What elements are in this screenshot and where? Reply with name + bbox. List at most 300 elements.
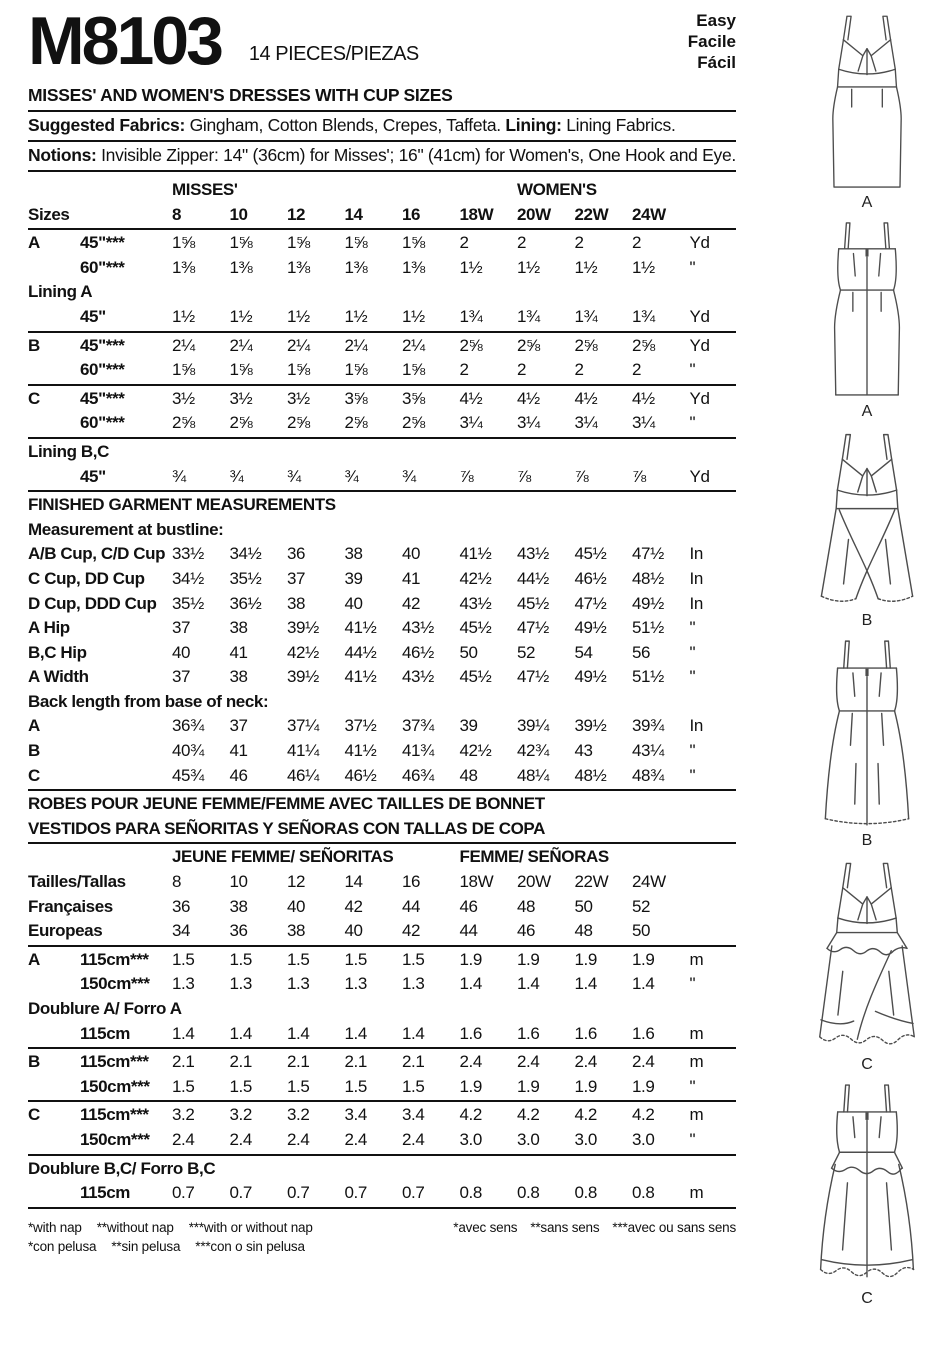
table-row: [28, 870, 736, 895]
value-cell: 2.4: [517, 1052, 540, 1072]
notions-line: [28, 142, 736, 172]
value-cell: 10: [229, 204, 248, 224]
unit-cell: ": [689, 974, 696, 994]
value-cell: 2.4: [402, 1129, 425, 1149]
value-cell: 1.4: [402, 1023, 425, 1043]
row-label: D Cup, DDD Cup: [28, 593, 157, 613]
difficulty-fr: Facile: [687, 32, 736, 51]
fabric-width-label: 115cm***: [80, 1105, 149, 1125]
fabric-width-label: 150cm***: [80, 974, 150, 994]
value-cell: 1½: [229, 306, 253, 326]
notions-label: Notions:: [28, 145, 97, 165]
value-cell: 14: [344, 872, 363, 892]
fabric-width-label: 115cm***: [80, 949, 149, 969]
table-row: [28, 1157, 736, 1182]
value-cell: 43½: [459, 593, 492, 613]
value-cell: 42: [402, 921, 421, 941]
row-label: A/B Cup, C/D Cup: [28, 544, 166, 564]
value-cell: 3.2: [229, 1105, 252, 1125]
row-label: A Hip: [28, 618, 70, 638]
fabric-width-label: 115cm***: [80, 1052, 149, 1072]
value-cell: 1.4: [344, 1023, 367, 1043]
value-cell: ¾: [344, 466, 359, 486]
divider-rule: [28, 789, 736, 791]
view-a-back-figure: [808, 217, 926, 421]
value-cell: 36¾: [172, 716, 204, 736]
value-cell: 4.2: [517, 1105, 540, 1125]
value-cell: 38: [344, 544, 363, 564]
value-cell: 4½: [574, 388, 598, 408]
table-row: [28, 764, 736, 789]
row-label: Sizes: [28, 204, 70, 224]
value-cell: 2.1: [287, 1052, 310, 1072]
pattern-number: M8103: [28, 3, 221, 80]
value-cell: 2⅝: [344, 413, 368, 433]
value-cell: 42½: [459, 568, 492, 588]
table-row: [28, 231, 736, 256]
value-cell: 2.1: [229, 1052, 252, 1072]
value-cell: 2.4: [287, 1129, 310, 1149]
view-b-back-figure: [805, 635, 929, 850]
fabric-width-label: 115cm: [80, 1023, 130, 1043]
view-label: B: [28, 335, 40, 355]
view-c-front-figure: [802, 855, 932, 1074]
view-label: [28, 1022, 80, 1047]
dress-a-front-drawing: [808, 8, 926, 193]
fabric-width-label: 45"***: [80, 233, 125, 253]
section-heading: Doublure A/ Forro A: [28, 999, 182, 1018]
section-heading: Lining B,C: [28, 441, 109, 461]
value-cell: 1.6: [459, 1023, 482, 1043]
unit-cell: Yd: [689, 466, 710, 486]
table-row: [28, 387, 736, 412]
value-cell: 1⅜: [229, 257, 253, 277]
difficulty-level: [688, 10, 736, 73]
value-cell: 35½: [172, 593, 204, 613]
unit-cell: Yd: [689, 388, 710, 408]
section-heading: Back length from base of neck:: [28, 691, 269, 711]
view-b-back-label: B: [861, 832, 873, 849]
divider-rule: [28, 331, 736, 333]
unit-cell: ": [689, 1076, 696, 1096]
footnotes-english: [28, 1218, 313, 1237]
value-cell: 39: [459, 716, 478, 736]
value-cell: 2.4: [632, 1052, 655, 1072]
table-row: [28, 1075, 736, 1100]
value-cell: 44½: [517, 568, 549, 588]
fabrics-text: Gingham, Cotton Blends, Crepes, Taffeta.: [189, 115, 501, 135]
view-label: [28, 411, 80, 436]
footnote-con-o-sin-pelusa: ***con o sin pelusa: [195, 1238, 305, 1254]
value-cell: 14: [344, 204, 363, 224]
value-cell: 2.1: [172, 1052, 195, 1072]
footnote-line-2: [28, 1237, 736, 1256]
section-heading: VESTIDOS PARA SEÑORITAS Y SEÑORAS CON TALLAS DE COPA: [28, 818, 545, 838]
unit-cell: m: [689, 1105, 704, 1125]
divider-rule: [28, 1207, 736, 1209]
value-cell: 2.4: [172, 1129, 195, 1149]
value-cell: 37¼: [287, 716, 319, 736]
table-row: [28, 1103, 736, 1128]
view-label: [28, 1128, 80, 1153]
value-cell: 43¼: [632, 741, 664, 761]
value-cell: 1.5: [287, 1076, 310, 1096]
view-label: [28, 305, 80, 330]
main-column: [28, 0, 736, 1256]
view-c-back-figure: [802, 1079, 932, 1308]
value-cell: 1.6: [632, 1023, 655, 1043]
value-cell: 1.6: [574, 1023, 597, 1043]
unit-cell: m: [689, 1023, 704, 1043]
value-cell: 24W: [632, 872, 666, 892]
footnote-con-pelusa: *con pelusa: [28, 1238, 97, 1254]
value-cell: ¾: [287, 466, 301, 486]
value-cell: 1.3: [344, 974, 367, 994]
value-cell: 43½: [402, 667, 434, 687]
divider-rule: [28, 384, 736, 386]
value-cell: 45½: [574, 544, 607, 564]
table-row: [28, 518, 736, 543]
row-label: Europeas: [28, 921, 103, 941]
value-cell: 49½: [574, 618, 607, 638]
value-cell: 20W: [517, 204, 551, 224]
footnote-line-1: [28, 1218, 736, 1237]
view-label: [28, 465, 80, 490]
value-cell: 2: [574, 360, 584, 380]
value-cell: 20W: [517, 872, 551, 892]
value-cell: 8: [172, 204, 182, 224]
value-cell: 1.5: [229, 949, 252, 969]
fabric-width-label: 115cm: [80, 1183, 130, 1203]
value-cell: 47½: [517, 667, 549, 687]
value-cell: 41: [402, 568, 421, 588]
dress-b-back-drawing: [805, 635, 929, 831]
table-row: [28, 845, 736, 870]
unit-cell: ": [689, 741, 696, 761]
value-cell: 40: [344, 593, 363, 613]
notions-text: Invisible Zipper: 14" (36cm) for Misses'; 16" (41cm) for Women's, One Hook and Eye.: [101, 145, 736, 165]
value-cell: 3¼: [574, 413, 598, 433]
value-cell: 37: [172, 667, 191, 687]
value-cell: 1½: [172, 306, 195, 326]
value-cell: ¾: [172, 466, 186, 486]
value-cell: ¾: [229, 466, 244, 486]
value-cell: 2⅝: [517, 335, 540, 355]
value-cell: 0.8: [632, 1183, 655, 1203]
column-group-header: MISSES': [172, 180, 238, 199]
unit-cell: [690, 895, 734, 920]
value-cell: 2⅝: [459, 335, 483, 355]
value-cell: 1⅝: [172, 360, 195, 380]
value-cell: 0.7: [172, 1183, 195, 1203]
dress-b-front-drawing: [805, 426, 929, 611]
garment-illustrations: [798, 8, 936, 1313]
value-cell: 2: [632, 233, 642, 253]
table-row: [28, 203, 736, 228]
value-cell: 1.3: [229, 974, 252, 994]
value-cell: 0.8: [459, 1183, 482, 1203]
value-cell: 38: [229, 896, 248, 916]
value-cell: 4½: [517, 388, 540, 408]
unit-cell: ": [689, 413, 696, 433]
column-group-header: WOMEN'S: [517, 180, 597, 199]
value-cell: 1.4: [459, 974, 482, 994]
footnote-avec-ou-sans-sens: ***avec ou sans sens: [612, 1219, 736, 1235]
value-cell: 41½: [344, 618, 377, 638]
fabric-width-label: 60"***: [80, 413, 125, 433]
value-cell: 45½: [459, 618, 492, 638]
value-cell: 39¾: [632, 716, 664, 736]
unit-cell: m: [689, 949, 704, 969]
value-cell: 1⅝: [229, 360, 253, 380]
value-cell: 1.9: [632, 949, 655, 969]
value-cell: 16: [402, 872, 421, 892]
value-cell: 1.9: [517, 1076, 540, 1096]
value-cell: 1½: [344, 306, 368, 326]
value-cell: ⅞: [632, 466, 646, 486]
value-cell: 2: [517, 233, 527, 253]
row-label: A: [28, 716, 40, 736]
value-cell: 3.0: [632, 1129, 655, 1149]
value-cell: 34½: [229, 544, 262, 564]
lining-label: Lining:: [505, 115, 562, 135]
value-cell: 22W: [574, 204, 609, 224]
value-cell: 2⅝: [172, 413, 195, 433]
value-cell: 47½: [632, 544, 664, 564]
fabric-width-label: 45"***: [80, 388, 125, 408]
value-cell: 24W: [632, 204, 666, 224]
divider-rule: [28, 490, 736, 492]
value-cell: 1⅝: [344, 360, 368, 380]
unit-cell: Yd: [689, 335, 710, 355]
value-cell: 40¾: [172, 741, 204, 761]
value-cell: 1½: [632, 257, 655, 277]
section-heading: Measurement at bustline:: [28, 519, 224, 539]
value-cell: 48: [459, 765, 478, 785]
fabrics-label: Suggested Fabrics:: [28, 115, 185, 135]
value-cell: 40: [344, 921, 363, 941]
footnotes-spanish: [28, 1237, 305, 1256]
value-cell: 38: [229, 667, 248, 687]
value-cell: 2.4: [574, 1052, 597, 1072]
header: [28, 3, 736, 80]
value-cell: 1½: [459, 257, 483, 277]
view-label: [28, 1181, 80, 1206]
section-heading: Lining A: [28, 282, 93, 302]
table-row: [28, 440, 736, 465]
value-cell: 1.4: [517, 974, 540, 994]
unit-cell: Yd: [689, 233, 710, 253]
value-cell: 45¾: [172, 765, 204, 785]
value-cell: 46½: [344, 765, 377, 785]
value-cell: 41¾: [402, 741, 434, 761]
value-cell: 4½: [632, 388, 655, 408]
value-cell: 41½: [344, 667, 377, 687]
table-row: [28, 739, 736, 764]
value-cell: 2: [574, 233, 584, 253]
unit-cell: Yd: [689, 306, 710, 326]
value-cell: 2⅝: [287, 413, 310, 433]
value-cell: 2¼: [172, 335, 195, 355]
value-cell: 37¾: [402, 716, 434, 736]
value-cell: 0.8: [574, 1183, 597, 1203]
value-cell: 1½: [574, 257, 598, 277]
footnote-without-nap: **without nap: [96, 1219, 174, 1235]
value-cell: 3½: [287, 388, 310, 408]
fabric-width-label: 60"***: [80, 360, 125, 380]
value-cell: 43: [574, 741, 593, 761]
value-cell: 48¾: [632, 765, 664, 785]
value-cell: 46: [459, 896, 478, 916]
value-cell: 48½: [632, 568, 664, 588]
value-cell: 37: [287, 568, 306, 588]
value-cell: 52: [632, 896, 651, 916]
footnote-sin-pelusa: **sin pelusa: [111, 1238, 181, 1254]
unit-cell: m: [689, 1183, 704, 1203]
fabric-width-label: 150cm***: [80, 1129, 150, 1149]
value-cell: 41: [229, 642, 248, 662]
value-cell: 2: [632, 360, 642, 380]
dress-a-back-drawing: [808, 217, 926, 402]
value-cell: 42: [344, 896, 363, 916]
value-cell: 8: [172, 872, 182, 892]
value-cell: 1.5: [287, 949, 310, 969]
view-label: [28, 972, 80, 997]
value-cell: ¾: [402, 466, 416, 486]
value-cell: 42½: [287, 642, 319, 662]
row-label: B,C Hip: [28, 642, 87, 662]
fabric-width-label: 45": [80, 466, 106, 486]
value-cell: 2: [459, 360, 469, 380]
value-cell: 1⅝: [287, 233, 310, 253]
value-cell: 39½: [287, 667, 319, 687]
value-cell: 1.3: [172, 974, 195, 994]
footnote-sans-sens: **sans sens: [530, 1219, 600, 1235]
value-cell: 4.2: [459, 1105, 482, 1125]
table-row: [28, 972, 736, 997]
value-cell: 46½: [402, 642, 434, 662]
lining-text: Lining Fabrics.: [566, 115, 676, 135]
table-row: [28, 997, 736, 1022]
value-cell: 1½: [402, 306, 425, 326]
divider-rule: [28, 1154, 736, 1156]
value-cell: 2⅝: [229, 413, 253, 433]
value-cell: 3.4: [402, 1105, 425, 1125]
difficulty-es: Fácil: [697, 53, 736, 72]
value-cell: 12: [287, 204, 306, 224]
value-cell: 48½: [574, 765, 607, 785]
value-cell: 2¼: [229, 335, 253, 355]
fabric-width-label: 60"***: [80, 257, 125, 277]
table-row: [28, 358, 736, 383]
divider-rule: [28, 945, 736, 947]
value-cell: 42: [402, 593, 421, 613]
value-cell: 2⅝: [402, 413, 425, 433]
value-cell: ⅞: [517, 466, 531, 486]
value-cell: 40: [402, 544, 421, 564]
value-cell: 3.0: [574, 1129, 597, 1149]
value-cell: 2.1: [344, 1052, 367, 1072]
value-cell: 46¼: [287, 765, 319, 785]
value-cell: 3⅝: [402, 388, 425, 408]
value-cell: 49½: [632, 593, 664, 613]
value-cell: 4½: [459, 388, 483, 408]
value-cell: 40: [287, 896, 306, 916]
value-cell: 45½: [459, 667, 492, 687]
value-cell: 38: [287, 593, 306, 613]
value-cell: 1⅜: [287, 257, 310, 277]
unit-cell: ": [689, 360, 696, 380]
value-cell: 40: [172, 642, 191, 662]
value-cell: 36: [287, 544, 306, 564]
unit-cell: ": [689, 257, 696, 277]
value-cell: 12: [287, 872, 306, 892]
value-cell: 3¼: [459, 413, 483, 433]
value-cell: 51½: [632, 618, 664, 638]
value-cell: 1.5: [229, 1076, 252, 1096]
table-row: [28, 280, 736, 305]
value-cell: 0.7: [402, 1183, 425, 1203]
value-cell: 18W: [459, 872, 494, 892]
value-cell: 45½: [517, 593, 549, 613]
table-row: [28, 616, 736, 641]
unit-cell: [690, 203, 734, 228]
value-cell: 1.9: [517, 949, 540, 969]
row-label: Françaises: [28, 896, 113, 916]
value-cell: 1⅝: [344, 233, 368, 253]
value-cell: 1.5: [344, 1076, 367, 1096]
value-cell: ⅞: [459, 466, 474, 486]
value-cell: 37: [172, 618, 191, 638]
value-cell: 22W: [574, 872, 609, 892]
view-b-front-figure: [805, 426, 929, 630]
footnotes: [28, 1218, 736, 1256]
table-row: [28, 948, 736, 973]
value-cell: 0.8: [517, 1183, 540, 1203]
value-cell: 37: [229, 716, 248, 736]
value-cell: 3⅝: [344, 388, 368, 408]
unit-cell: ": [689, 1129, 696, 1149]
view-label: C: [28, 1105, 40, 1125]
view-label: B: [28, 1052, 40, 1072]
view-c-back-label: C: [861, 1290, 873, 1307]
fabric-width-label: 45"***: [80, 335, 125, 355]
value-cell: 2¼: [402, 335, 425, 355]
value-cell: 1.3: [402, 974, 425, 994]
section-heading: ROBES POUR JEUNE FEMME/FEMME AVEC TAILLES DE BONNET: [28, 794, 545, 814]
row-label: Tailles/Tallas: [28, 872, 126, 892]
divider-rule: [28, 228, 736, 230]
value-cell: 18W: [459, 204, 494, 224]
value-cell: 3.0: [459, 1129, 482, 1149]
unit-cell: In: [689, 544, 703, 564]
unit-cell: In: [689, 593, 703, 613]
value-cell: 37½: [344, 716, 377, 736]
value-cell: 38: [229, 618, 248, 638]
value-cell: 33½: [172, 544, 204, 564]
value-cell: 44: [402, 896, 421, 916]
value-cell: 1⅝: [402, 233, 425, 253]
value-cell: 46½: [574, 568, 607, 588]
value-cell: 36: [172, 896, 191, 916]
view-label: A: [28, 949, 40, 969]
value-cell: 1.3: [287, 974, 310, 994]
unit-cell: In: [689, 568, 703, 588]
value-cell: 35½: [229, 568, 262, 588]
view-label: [28, 256, 80, 281]
value-cell: 41½: [459, 544, 492, 564]
value-cell: 2: [459, 233, 469, 253]
